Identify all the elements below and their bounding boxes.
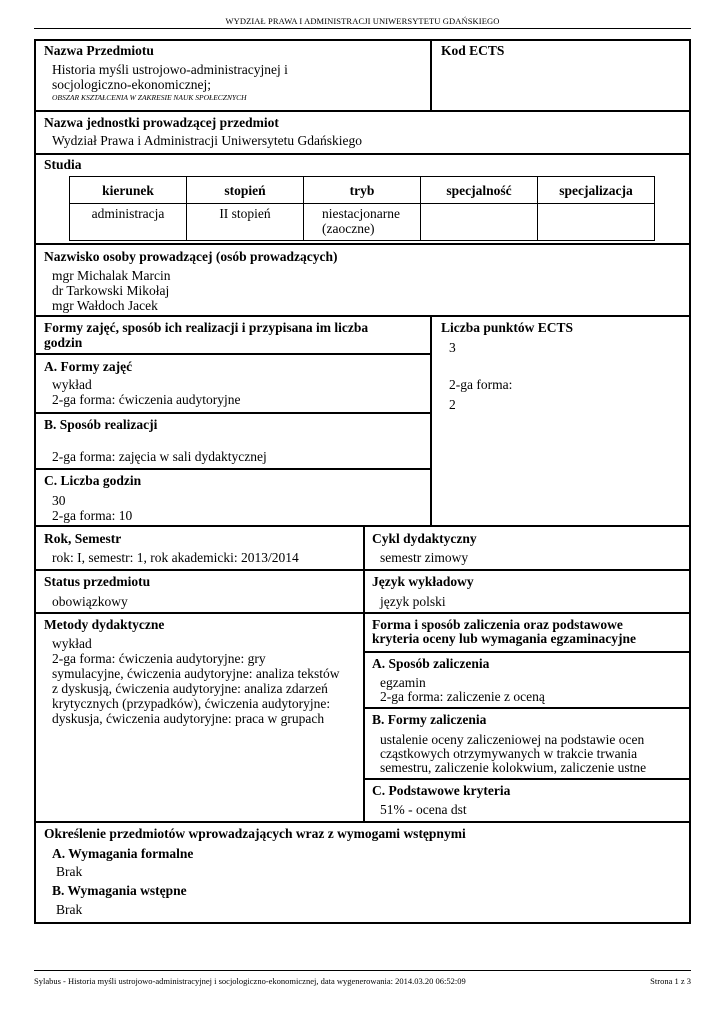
year-label: Rok, Semestr <box>44 531 122 546</box>
methods-line: dyskusja, ćwiczenia audytoryjne: praca w grupach <box>52 711 325 726</box>
forms-b-label: B. Sposób realizacji <box>44 417 158 432</box>
assessment-label-cont: kryteria oceny lub wymagania egzaminacyjne <box>372 631 636 646</box>
divider <box>34 315 691 317</box>
ects-code-label: Kod ECTS <box>441 43 505 58</box>
instructor-name: mgr Michalak Marcin <box>52 268 171 283</box>
forms-label-cont: godzin <box>44 335 83 350</box>
column-divider <box>430 39 432 111</box>
table-header: stopień <box>187 177 304 204</box>
table-header: tryb <box>304 177 421 204</box>
status-value: obowiązkowy <box>52 594 128 609</box>
subject-name-line1: Historia myśli ustrojowo-administracyjnej i <box>52 62 288 77</box>
assessment-b-line: ustalenie oceny zaliczeniowej na podstawie ocen <box>380 732 645 747</box>
methods-label: Metody dydaktyczne <box>44 617 165 632</box>
cycle-value: semestr zimowy <box>380 550 469 565</box>
unit-label: Nazwa jednostki prowadzącej przedmiot <box>44 115 279 130</box>
ects-second-form-label: 2-ga forma: <box>449 377 513 392</box>
divider <box>34 110 691 112</box>
assessment-label: Forma i sposób zaliczenia oraz podstawowe <box>372 617 623 632</box>
subject-area: OBSZAR KSZTAŁCENIA W ZAKRESIE NAUK SPOŁECZNYCH <box>52 93 247 102</box>
methods-line: 2-ga forma: ćwiczenia audytoryjne: gry <box>52 651 266 666</box>
methods-line: krytycznych (przypadków), ćwiczenia audytoryjne: <box>52 696 331 711</box>
assessment-b-label: B. Formy zaliczenia <box>372 712 487 727</box>
divider <box>34 243 691 245</box>
table-cell: II stopień <box>187 204 304 241</box>
table-cell: administracja <box>70 204 187 241</box>
divider <box>34 412 431 414</box>
page-number: Strona 1 z 3 <box>650 976 691 986</box>
table-header: specjalizacja <box>538 177 655 204</box>
instructors-label: Nazwisko osoby prowadzącej (osób prowadzących) <box>44 249 338 264</box>
methods-line: z dyskusją, ćwiczenia audytoryjne: analiza zdarzeń <box>52 681 328 696</box>
prereq-b-value: Brak <box>56 902 83 917</box>
table-header-row <box>70 177 655 204</box>
ects-points-value: 3 <box>449 340 456 355</box>
table-cell <box>421 204 538 241</box>
year-value: rok: I, semestr: 1, rok akademicki: 2013/2014 <box>52 550 299 565</box>
studies-label: Studia <box>44 157 82 172</box>
table-cell <box>538 204 655 241</box>
assessment-c-label: C. Podstawowe kryteria <box>372 783 511 798</box>
divider <box>34 153 691 155</box>
unit-value: Wydział Prawa i Administracji Uniwersytetu Gdańskiego <box>52 133 362 148</box>
table-cell: niestacjonarne (zaoczne) <box>304 204 421 241</box>
forms-label: Formy zajęć, sposób ich realizacji i przypisana im liczba <box>44 320 369 335</box>
footer-text: Sylabus - Historia myśli ustrojowo-administracyjnej i socjologiczno-ekonomicznej, data wygenerowania: 2014.03.20 06:52:09 <box>34 976 466 986</box>
assessment-c-value: 51% - ocena dst <box>380 802 467 817</box>
divider <box>364 651 691 653</box>
assessment-b-line: semestru, zaliczenie kolokwium, zaliczenie ustne <box>380 760 647 775</box>
forms-c-line1: 30 <box>52 493 66 508</box>
forms-c-line2: 2-ga forma: 10 <box>52 508 133 523</box>
cycle-label: Cykl dydaktyczny <box>372 531 477 546</box>
studies-table <box>69 176 655 241</box>
methods-line: wykład <box>52 636 92 651</box>
divider <box>364 707 691 709</box>
methods-line: symulacyjne, ćwiczenia audytoryjne: analiza tekstów <box>52 666 340 681</box>
divider <box>34 468 431 470</box>
forms-c-label: C. Liczba godzin <box>44 473 142 488</box>
page-header: WYDZIAŁ PRAWA I ADMINISTRACJI UNIWERSYTETU GDAŃSKIEGO <box>225 16 500 26</box>
forms-a-line2: 2-ga forma: ćwiczenia audytoryjne <box>52 392 241 407</box>
forms-a-label: A. Formy zajęć <box>44 359 133 374</box>
prereq-b-label: B. Wymagania wstępne <box>52 883 187 898</box>
subject-name-line2: socjologiczno-ekonomicznej; <box>52 77 211 92</box>
column-divider <box>363 525 365 822</box>
subject-name-label: Nazwa Przedmiotu <box>44 43 154 58</box>
footer-divider <box>34 970 691 971</box>
prereq-a-value: Brak <box>56 864 83 879</box>
prereq-label: Określenie przedmiotów wprowadzających wraz z wymogami wstępnymi <box>44 826 466 841</box>
table-header: kierunek <box>70 177 187 204</box>
divider <box>364 778 691 780</box>
divider <box>34 353 431 355</box>
assessment-a-label: A. Sposób zaliczenia <box>372 656 490 671</box>
prereq-a-label: A. Wymagania formalne <box>52 846 194 861</box>
language-value: język polski <box>380 594 446 609</box>
instructor-name: mgr Wałdoch Jacek <box>52 298 158 313</box>
forms-b-line1: 2-ga forma: zajęcia w sali dydaktycznej <box>52 449 267 464</box>
assessment-b-line: cząstkowych otrzymywanych w trakcie trwania <box>380 746 638 761</box>
column-divider <box>430 315 432 526</box>
instructor-name: dr Tarkowski Mikołaj <box>52 283 170 298</box>
header-divider <box>34 28 691 29</box>
table-header: specjalność <box>421 177 538 204</box>
forms-a-line1: wykład <box>52 377 92 392</box>
ects-second-form-value: 2 <box>449 397 456 412</box>
assessment-a-line1: egzamin <box>380 675 426 690</box>
status-label: Status przedmiotu <box>44 574 151 589</box>
table-row <box>70 204 655 241</box>
ects-points-label: Liczba punktów ECTS <box>441 320 574 335</box>
language-label: Język wykładowy <box>372 574 474 589</box>
assessment-a-line2: 2-ga forma: zaliczenie z oceną <box>380 689 545 704</box>
